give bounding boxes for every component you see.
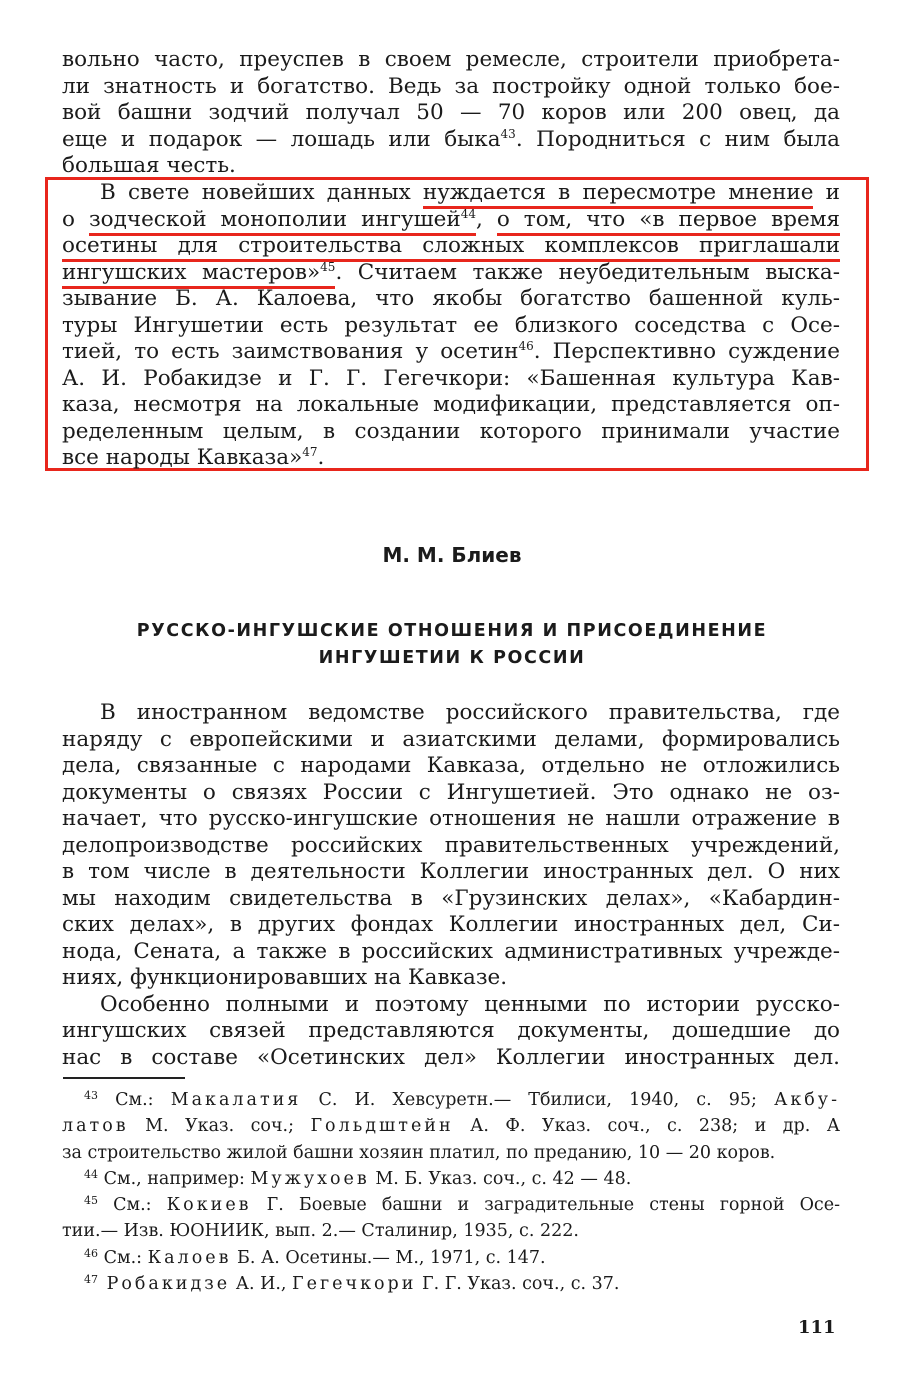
text-line: делопроизводстве российских правительственных учреждений,: [62, 832, 840, 858]
author-name: Акбу-: [774, 1090, 840, 1110]
text-line: [62, 207, 840, 234]
text-line: ских делах», в других фондах Коллегии иностранных дел, Си-: [62, 912, 840, 937]
author-name: Гольдштейн: [310, 1116, 454, 1137]
article-author: М. М. Блиев: [382, 543, 522, 567]
text-line: дела, связанные с народами Кавказа, отдельно не отложились: [62, 753, 840, 778]
footnote-line: [62, 1113, 840, 1139]
text-line: В иностранном ведомстве российского правительства, где: [100, 700, 840, 725]
underlined-phrase: нуждается в пересмотре мнение: [423, 180, 814, 209]
underlined-phrase: [89, 207, 476, 236]
footnote-line: [62, 1087, 840, 1113]
footnote-number: 47: [84, 1273, 98, 1287]
footnote-line: [62, 1271, 840, 1297]
text-line: ниях, функционировавших на Кавказе.: [62, 965, 508, 990]
text-fragment: . Перспективно суждение: [533, 339, 840, 364]
text-line: каза, несмотря на локальные модификации, представляется оп-: [62, 392, 840, 417]
text-line: [62, 233, 840, 260]
page-number: 111: [798, 1317, 836, 1338]
author-name: Калоев: [147, 1247, 232, 1268]
text-line: туры Ингушетии есть результат ее близкого соседства с Осе-: [62, 312, 840, 338]
text-fragment: См.:: [98, 1090, 171, 1110]
footnote-number: 45: [84, 1194, 98, 1208]
text-fragment: тией, то есть заимствования у осетин: [62, 339, 519, 364]
text-fragment: См.:: [98, 1195, 167, 1216]
author-name: латов: [62, 1116, 129, 1137]
text-line: нас в составе «Осетинских дел» Коллегии иностранных дел.: [62, 1044, 840, 1070]
article-title-line: ИНГУШЕТИИ К РОССИИ: [318, 648, 586, 668]
footnote-ref: 44: [460, 206, 476, 221]
text-fragment: и: [813, 180, 840, 205]
author-name: Гегечкори: [292, 1274, 417, 1295]
text-fragment: А. Ф. Указ. соч., с. 238; и др. А: [453, 1116, 840, 1137]
text-fragment: Б. А. Осетины.— М., 1971, с. 147.: [231, 1247, 546, 1268]
text-line: документы о связях России с Ингушетией. Это однако не оз-: [62, 779, 840, 805]
text-line: [62, 339, 840, 366]
text-fragment: С. И. Хевсуретн.— Тбилиси, 1940, с. 95;: [301, 1090, 775, 1110]
author-name: Макалатия: [170, 1090, 302, 1110]
text-line: [62, 180, 840, 207]
text-fragment: ,: [476, 206, 497, 232]
text-fragment: ингушских мастеров»: [62, 259, 321, 285]
top-paragraph: [62, 47, 840, 180]
text-fragment: зодческой монополии ингушей: [88, 206, 461, 232]
text-fragment: . Считаем также неубедительным выска-: [335, 259, 840, 285]
article-body: [62, 700, 840, 1071]
text-fragment: М. Указ. соч.;: [128, 1116, 311, 1137]
author-name: Робакидзе: [98, 1274, 231, 1295]
text-line: [62, 260, 840, 287]
highlighted-paragraph: [62, 180, 840, 472]
footnote-line: тии.— Изв. ЮОНИИК, вып. 2.— Сталинир, 1935, с. 222.: [62, 1221, 579, 1242]
underlined-phrase: [62, 260, 335, 289]
text-fragment: В свете новейших данных: [100, 180, 423, 205]
footnote-number: 46: [84, 1246, 98, 1260]
footnotes: [62, 1087, 840, 1297]
footnote-line: [62, 1192, 840, 1218]
footnote-ref: 45: [320, 259, 336, 274]
footnote-ref: 47: [302, 445, 318, 459]
text-line: ли знатность и богатство. Ведь за постройку одной только бое-: [62, 73, 840, 99]
text-line: большая честь.: [62, 153, 236, 178]
underlined-phrase: осетины для строительства сложных комплексов приглашали: [62, 233, 840, 262]
footnote-separator: [63, 1077, 185, 1079]
text-line: нода, Сената, а также в российских административных учрежде-: [62, 938, 840, 964]
footnote-number: 43: [84, 1089, 98, 1102]
text-fragment: Г. Г. Указ. соч., с. 37.: [416, 1274, 620, 1295]
underlined-phrase: о том, что «в первое время: [497, 207, 840, 236]
author-name: Мужухоев: [250, 1168, 370, 1189]
text-line: наряду с европейскими и азиатскими делами, формировались: [62, 726, 840, 752]
text-line: [62, 445, 840, 472]
text-fragment: См.:: [98, 1247, 148, 1268]
footnote-ref: 46: [518, 339, 534, 353]
text-fragment: См., например:: [98, 1168, 251, 1189]
text-line: вольно часто, преуспев в своем ремесле, строители приобрета-: [62, 47, 840, 72]
text-fragment: .: [317, 445, 325, 470]
author-name: Кокиев: [166, 1195, 252, 1216]
text-line: Особенно полными и поэтому ценными по истории русско-: [100, 991, 840, 1017]
footnote-line: [62, 1166, 840, 1192]
article-title-line: РУССКО-ИНГУШСКИЕ ОТНОШЕНИЯ И ПРИСОЕДИНЕНИЕ: [136, 621, 768, 641]
text-line: ингушских связей представляются документы, дошедшие до: [62, 1018, 840, 1043]
text-fragment: А. И.,: [230, 1274, 293, 1295]
text-fragment: . Породниться с ним была: [515, 126, 840, 152]
footnote-line: за строительство жилой башни хозяин платил, по преданию, 10 — 20 коров.: [62, 1142, 776, 1163]
footnote-number: 44: [84, 1167, 98, 1181]
footnote-ref: 43: [500, 126, 516, 141]
text-line: в том числе в деятельности Коллегии иностранных дел. О них: [62, 859, 840, 884]
text-fragment: все народы Кавказа»: [62, 445, 303, 470]
text-line: А. И. Робакидзе и Г. Г. Гегечкори: «Башенная культура Кав-: [62, 365, 840, 391]
text-fragment: М. Б. Указ. соч., с. 42 — 48.: [369, 1168, 632, 1189]
text-fragment: еще и подарок — лошадь или быка: [62, 126, 501, 152]
text-line: зывание Б. А. Калоева, что якобы богатство башенной куль-: [62, 286, 840, 311]
text-line: [62, 127, 840, 154]
text-line: мы находим свидетельства в «Грузинских делах», «Кабардин-: [62, 885, 840, 911]
text-line: ределенным целым, в создании которого принимали участие: [62, 418, 840, 444]
text-line: вой башни зодчий получал 50 — 70 коров или 200 овец, да: [62, 100, 840, 125]
text-fragment: Г. Боевые башни и заградительные стены горной Осе-: [251, 1195, 840, 1216]
text-fragment: о: [62, 206, 89, 232]
text-line: начает, что русско-ингушские отношения не нашли отражение в: [62, 806, 840, 831]
footnote-line: [62, 1245, 840, 1271]
